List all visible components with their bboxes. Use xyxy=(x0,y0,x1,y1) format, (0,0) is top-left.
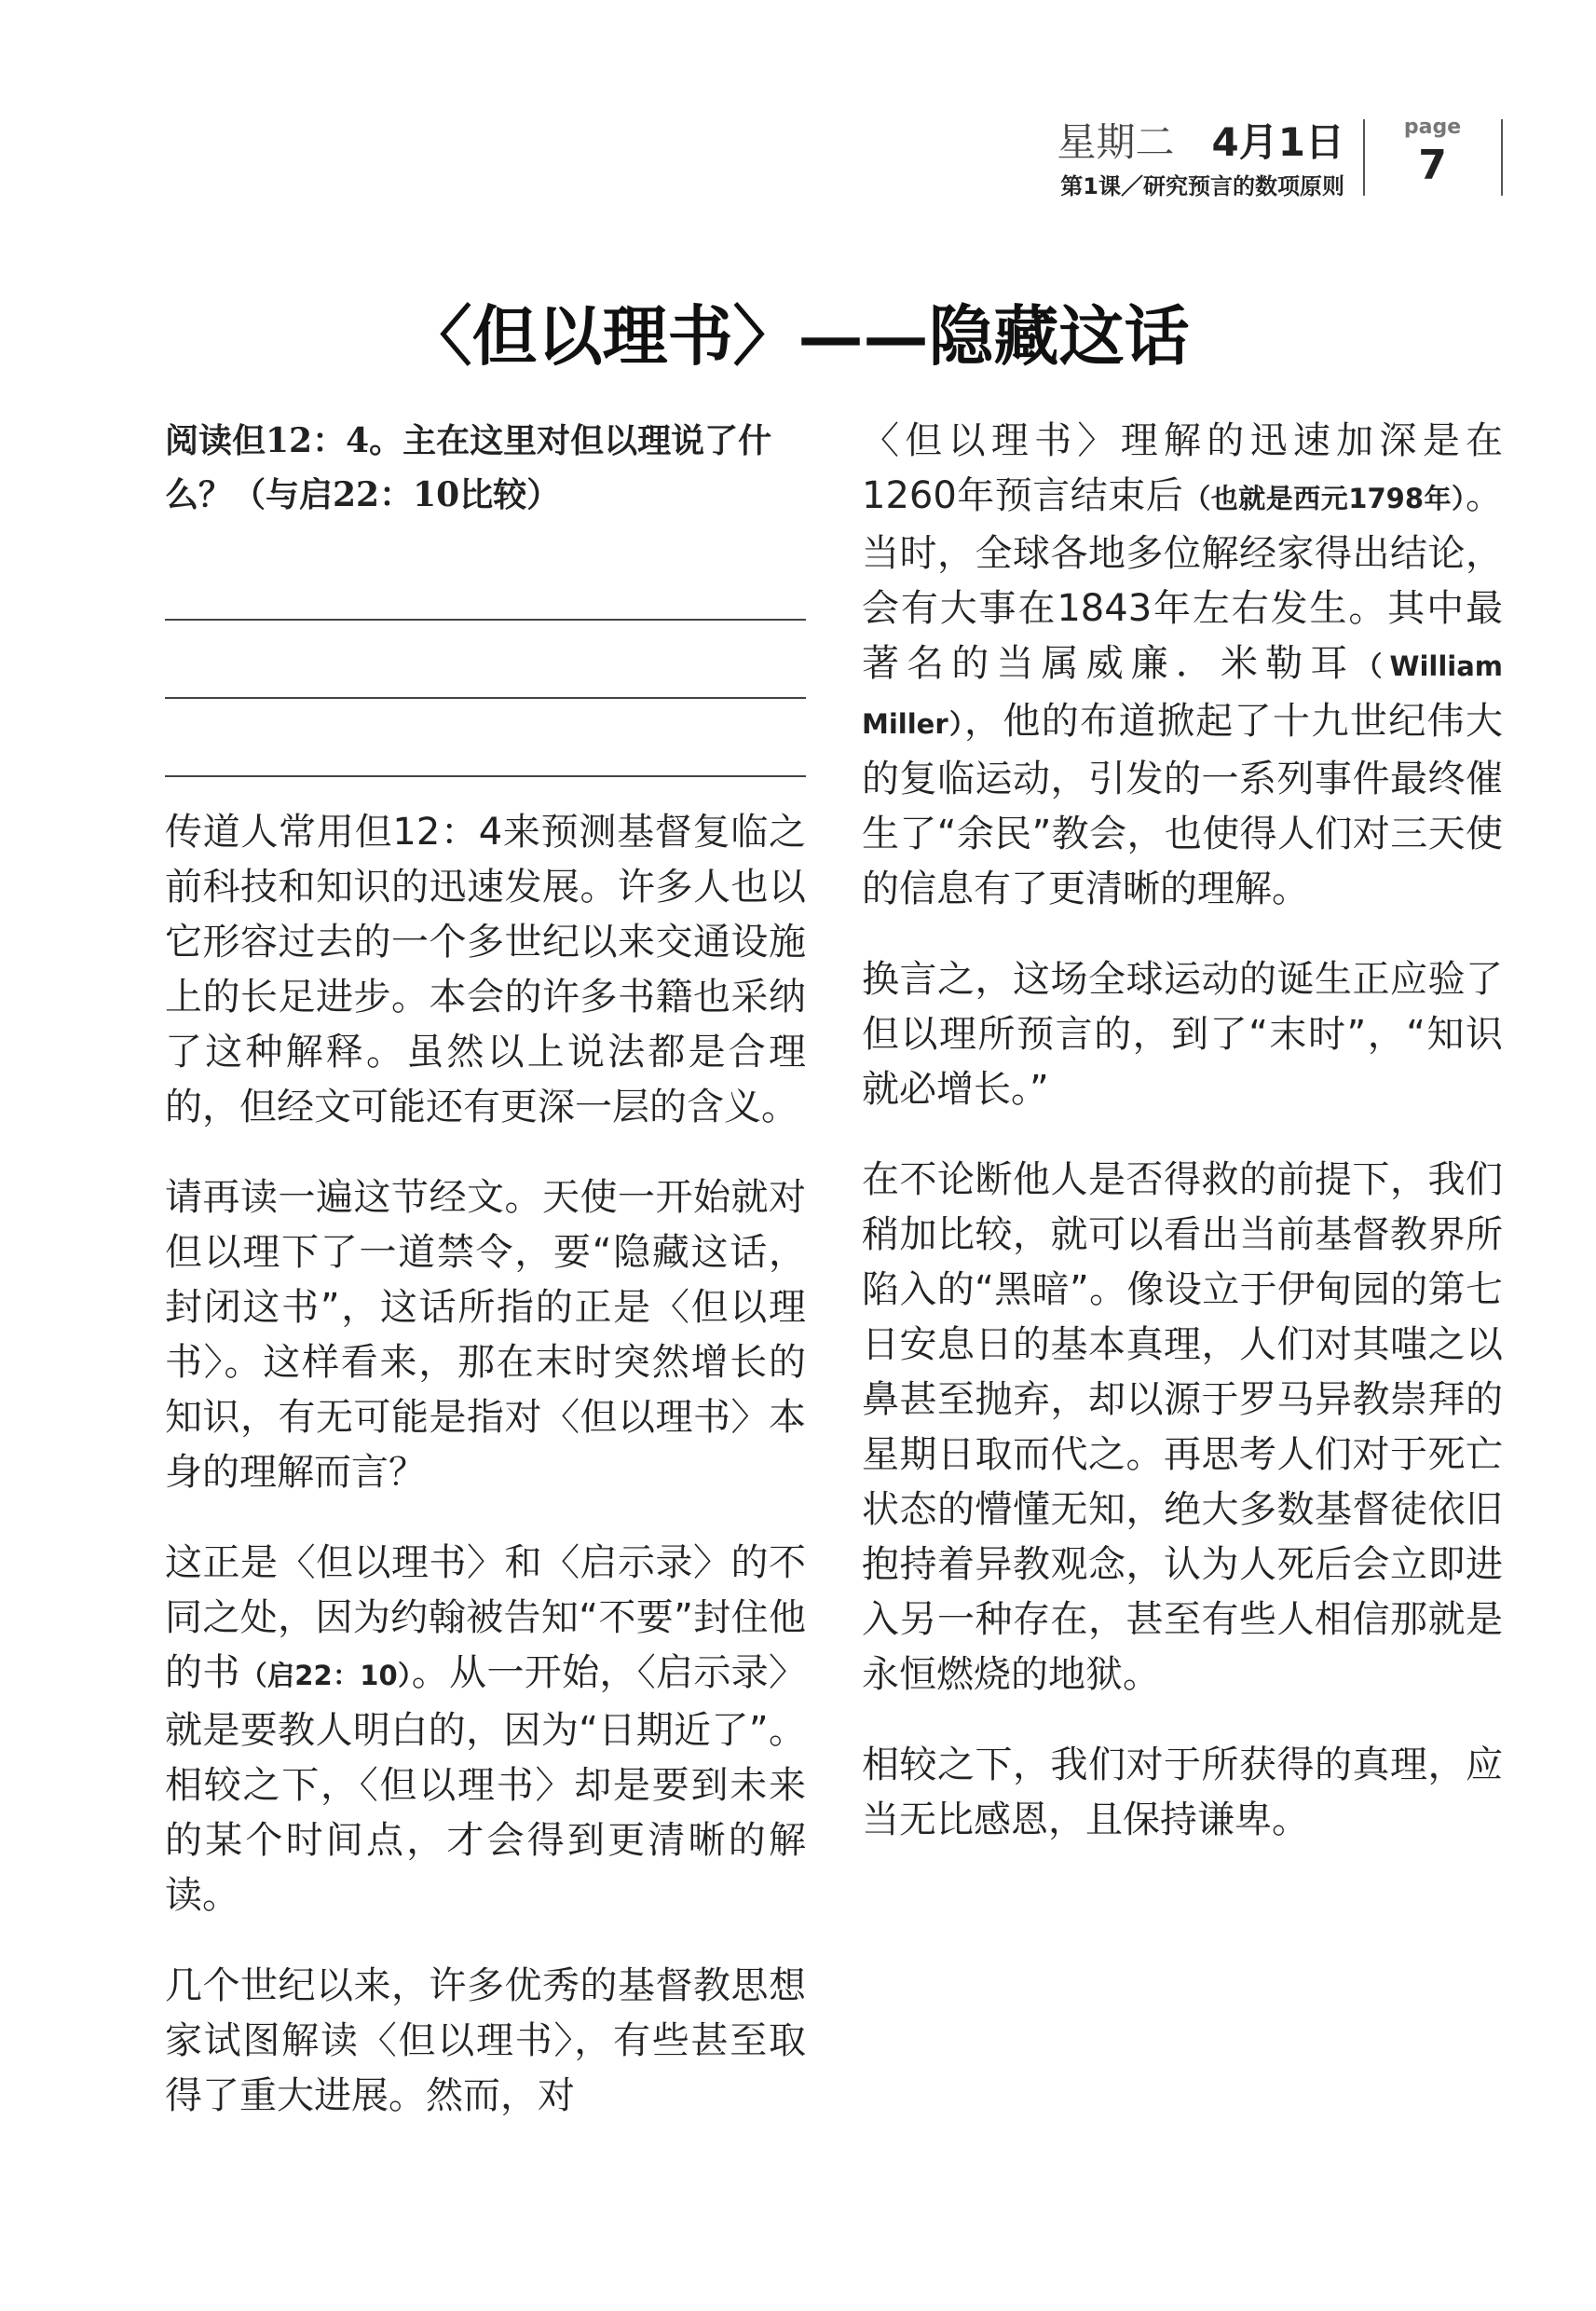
text: 这正是〈但以理书〉和〈启示录〉的不同之处，因为约翰被告知“不要”封住他的书 xyxy=(165,1541,806,1694)
text: 。从一开始，〈启示录〉就是要教人明白的，因为“日期近了”。相较之下，〈但以理书〉却是要到未来的某个时间点，才会得到更清晰的解读。 xyxy=(165,1651,807,1917)
page-title: 〈但以理书〉——隐藏这话 xyxy=(406,297,1190,375)
answer-line[interactable] xyxy=(165,699,806,777)
weekday: 星期二 xyxy=(1057,119,1175,165)
page-number: 7 xyxy=(1418,142,1447,189)
paragraph: 几个世纪以来，许多优秀的基督教思想家试图解读〈但以理书〉，有些甚至取得了重大进展。然而，对 xyxy=(165,1964,806,2117)
paragraph: 请再读一遍这节经文。天使一开始就对但以理下了一道禁令，要“隐藏这话，封闭这书”，这话所指的正是〈但以理书〉。这样看来，那在末时突然增长的知识，有无可能是指对〈但以理书〉本身的理解而言？ xyxy=(165,1176,806,1494)
text: 。当时，全球各地多位解经家得出结论，会有大事在1843年左右发生。其中最著名的当属威廉．米勒耳 xyxy=(862,474,1504,685)
header-divider-right xyxy=(1501,119,1503,196)
header-divider-left xyxy=(1363,119,1365,196)
paragraph xyxy=(862,414,1503,917)
paragraph: 在不论断他人是否得救的前提下，我们稍加比较，就可以看出当前基督教界所陷入的“黑暗”。像设立于伊甸园的第七日安息日的基本真理，人们对其嗤之以鼻甚至抛弃，却以源于罗马异教崇拜的星期日取而代之。再思考人们对于死亡状态的懵懂无知，绝大多数基督徒依旧抱持着异教观念，认为人死后会立即进入另一种存在，甚至有些人相信那就是永恒燃烧的地狱。 xyxy=(862,1158,1503,1696)
answer-line[interactable] xyxy=(165,570,806,621)
page-header xyxy=(0,116,1596,212)
answer-line[interactable] xyxy=(165,621,806,699)
right-column xyxy=(862,414,1503,1883)
paragraph xyxy=(165,1536,806,1923)
name-note: （William Miller） xyxy=(862,650,1504,740)
lesson-title: 第1课／研究预言的数项原则 xyxy=(1060,173,1344,199)
page-label: page xyxy=(1403,116,1462,139)
day-date xyxy=(1057,119,1344,166)
paragraph: 传道人常用但12：4来预测基督复临之前科技和知识的迅速发展。许多人也以它形容过去的一个多世纪以来交通设施上的长足进步。本会的许多书籍也采纳了这种解释。虽然以上说法都是合理的，但经文可能还有更深一层的含义。 xyxy=(165,811,806,1128)
date: 4月1日 xyxy=(1211,119,1344,165)
date-note: （也就是西元1798年） xyxy=(1183,483,1466,514)
answer-lines[interactable] xyxy=(165,570,806,777)
paragraph: 相较之下，我们对于所获得的真理，应当无比感恩，且保持谦卑。 xyxy=(862,1744,1503,1841)
study-question: 阅读但12：4。主在这里对但以理说了什么？（与启22：10比较） xyxy=(165,421,772,514)
left-column xyxy=(165,414,806,2159)
text: 〈但以理书〉理解的迅速加深是在1260年预言结束后 xyxy=(862,419,1503,517)
text: ，他的布道掀起了十九世纪伟大的复临运动，引发的一系列事件最终催生了“余民”教会，也使得人们对三天使的信息有了更清晰的理解。 xyxy=(862,700,1504,910)
scripture-reference: （启22：10） xyxy=(239,1660,412,1691)
paragraph: 换言之，这场全球运动的诞生正应验了但以理所预言的，到了“末时”，“知识就必增长。” xyxy=(862,958,1503,1111)
